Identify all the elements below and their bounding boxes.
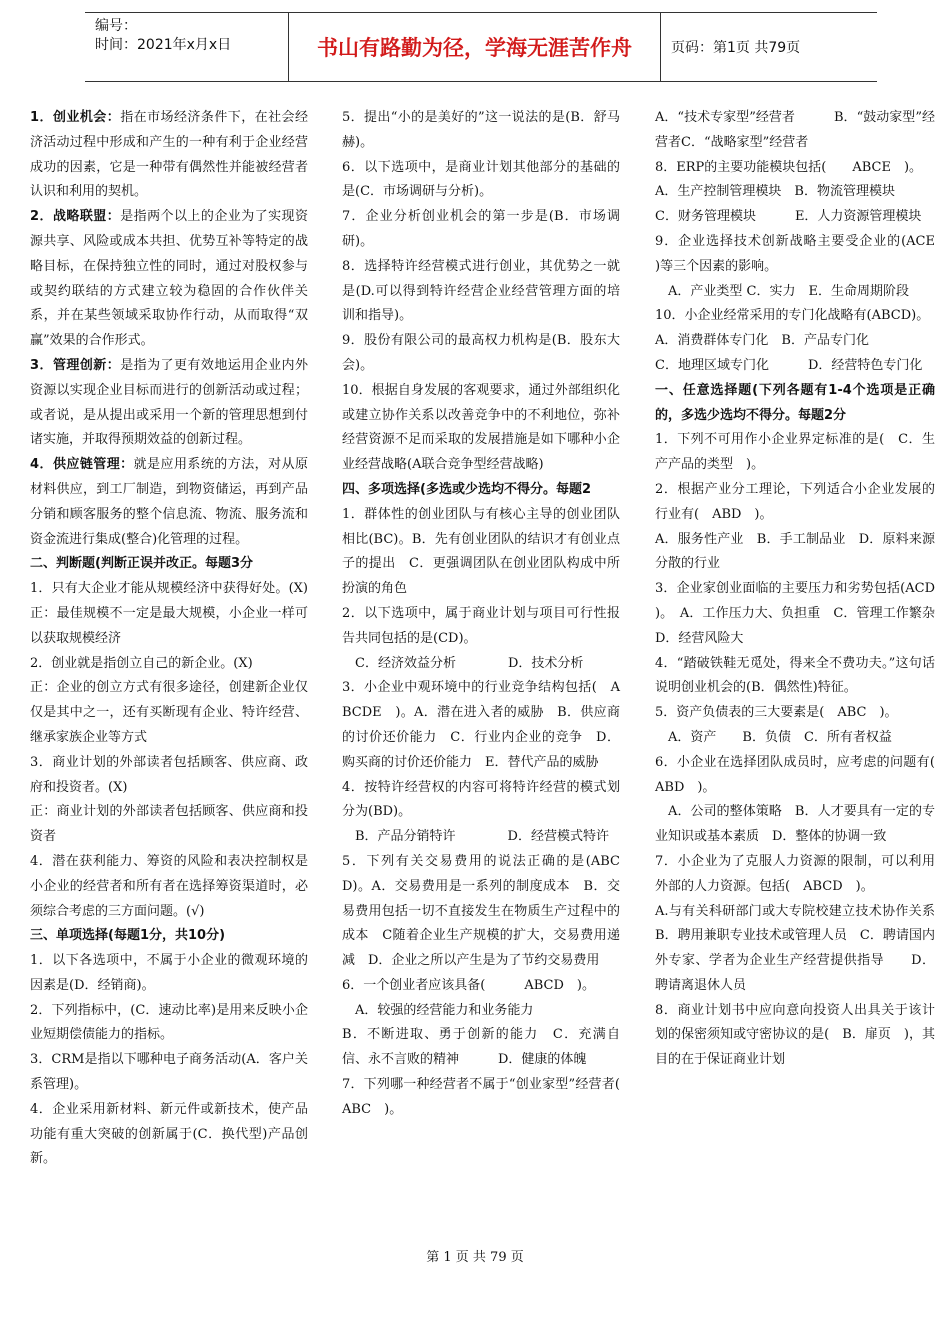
paragraph: 4．按特许经营权的内容可将特许经营的模式划分为(BD)。 — [342, 779, 620, 820]
paragraph: 2．战略联盟：是指两个以上的企业为了实现资源共享、风险或成本共担、优势互补等特定的战略目标，在保持独立性的同时，通过对股权参与或契约联结的方式建立较为稳固的合作伙伴关系，并在某些领域采取协作行动，从而取得“双赢”效果的合作形式。 — [30, 209, 308, 349]
paragraph: A．生产控制管理模块 B．物流管理模块 — [655, 184, 895, 200]
header-meta — [85, 13, 288, 81]
paragraph: 3．小企业中观环境中的行业竞争结构包括( ABCDE )。A．潜在进入者的威胁 B．供应商的讨价还价能力 C．行业内企业的竞争 D．购买商的讨价还价能力 E．替代产品的威胁 — [342, 680, 620, 770]
paragraph: 6．小企业在选择团队成员时，应考虑的问题有( ABD )。 — [655, 754, 949, 795]
paragraph: 1．创业机会：指在市场经济条件下，在社会经济活动过程中形成和产生的一种有利于企业经营成功的因素，它是一种带有偶然性并能被经营者认识和利用的契机。 — [30, 110, 308, 200]
paragraph: 7．下列哪一种经营者不属于“创业家型”经营者( ABC )。 — [342, 1077, 660, 1117]
paragraph: C．财务管理模块 E．人力资源管理模块 — [655, 209, 922, 225]
header-page-info: 页码：第1页 共79页 — [671, 40, 801, 56]
paragraph: A．产业类型 C．实力 E．生命周期阶段 — [655, 283, 909, 299]
paragraph: 10．小企业经常采用的专门化战略有(ABCD)。 — [655, 308, 930, 324]
page-header — [85, 12, 877, 82]
paragraph: A．消费群体专门化 B．产品专门化 — [655, 333, 869, 349]
paragraph: 8．ERP的主要功能模块包括( ABCE )。 — [655, 159, 923, 175]
paragraph: 5．下列有关交易费用的说法正确的是(ABCD)。A．交易费用是一系列的制度成本 B．交易费用包括一切不直接发生在物质生产过程中的成本 C随着企业生产规模的扩大，交易费用递减 D．企业之所以产生是为了节约交易费用 — [342, 853, 620, 969]
paragraph: 正：商业计划的外部读者包括顾客、供应商和投资者 — [30, 804, 308, 845]
paragraph: 3．管理创新：是指为了更有效地运用企业内外资源以实现企业目标而进行的创新活动或过程；或者说，是从提出或采用一个新的管理思想到付诸实施，并取得预期效益的创新过程。 — [30, 357, 308, 448]
term-label: 4．供应链管理： — [30, 457, 134, 473]
paragraph: B．不断进取、勇于创新的能力 C．充满自信、永不言败的精神 D．健康的体魄 — [342, 1027, 620, 1068]
paragraph: 4．供应链管理：就是应用系统的方法，对从原材料供应，到工厂制造，到物资储运，再到产品分销和顾客服务的整个信息流、物流、服务流和资金流进行集成(整合)化管理的过程。 — [30, 457, 308, 547]
paragraph: 2．创业就是指创立自己的新企业。(X) — [30, 655, 253, 671]
paragraph: A．服务性产业 B．手工制品业 D．原料来源分散的行业 — [655, 531, 935, 572]
paragraph: 9．企业选择技术创新战略主要受企业的(ACE )等三个因素的影响。 — [655, 233, 949, 274]
paragraph: A.与有关科研部门或大专院校建立技术协作关系 B．聘用兼职专业技术或管理人员 C．聘请国内外专家、学者为企业生产经营提供指导 D．聘请离退休人员 — [655, 903, 949, 993]
paragraph: 6．一个创业者应该具备( ABCD )。 — [342, 977, 595, 993]
doc-time-label: 时间：2021年x月x日 — [95, 37, 232, 53]
paragraph: 2．以下选项中，属于商业计划与项目可行性报告共同包括的是(CD)。 — [342, 605, 620, 646]
paragraph: 4．企业采用新材料、新元件或新技术，使产品功能有重大突破的创新属于(C．换代型)产品创新。 — [30, 1101, 308, 1167]
paragraph: 8．选择特许经营模式进行创业，其优势之一就是(D.可以得到特许经营企业经营管理方面的培训和指导)。 — [342, 258, 620, 324]
term-label: 1．创业机会： — [30, 110, 121, 125]
paragraph: 3．商业计划的外部读者包括顾客、供应商、政府和投资者。(X) — [30, 754, 308, 795]
paragraph: 2．下列指标中，(C．速动比率)是用来反映小企业短期偿债能力的指标。 — [30, 1002, 308, 1043]
section-heading: 二、判断题(判断正误并改正。每题3分 — [30, 556, 253, 572]
paragraph: 3．企业家创业面临的主要压力和劣势包括(ACD )。 A．工作压力大、负担重 C．管理工作繁杂 D．经营风险大 — [655, 581, 949, 646]
text-column-2 — [342, 106, 660, 1123]
paragraph: A．“技术专家型”经营者 B．“鼓动家型”经营者C．“战略家型”经营者 — [655, 110, 935, 150]
paragraph: 6．以下选项中，是商业计划其他部分的基础的是(C．市场调研与分析)。 — [342, 159, 620, 200]
paragraph: 2．根据产业分工理论，下列适合小企业发展的行业有( ABD )。 — [655, 481, 935, 522]
paragraph: 1．下列不可用作小企业界定标准的是( C．生产产品的类型 )。 — [655, 432, 935, 473]
paragraph: 9．股份有限公司的最高权力机构是(B．股东大会)。 — [342, 333, 620, 373]
paragraph: 4．“踏破铁鞋无觅处，得来全不费功夫。”这句话说明创业机会的(B．偶然性)特征。 — [655, 655, 935, 696]
paragraph: C．地理区域专门化 D．经营特色专门化 — [655, 357, 923, 373]
paragraph: B．产品分销特许 D．经营模式特许 — [342, 829, 609, 845]
doc-number-label: 编号： — [95, 18, 137, 34]
paragraph: 8．商业计划书中应向意向投资人出具关于该计划的保密须知或守密协议的是( B．扉页 )，其目的在于保证商业计划 — [655, 1002, 935, 1068]
header-motto: 书山有路勤为径，学海无涯苦作舟 — [288, 13, 661, 81]
section-heading: 四、多项选择(多选或少选均不得分。每题2 — [342, 481, 591, 497]
paragraph: 7．小企业为了克服人力资源的限制，可以利用外部的人力资源。包括( ABCD )。 — [655, 853, 935, 894]
section-heading: 三、单项选择(每题1分，共10分) — [30, 928, 226, 944]
paragraph: 1．群体性的创业团队与有核心主导的创业团队相比(BC)。B．先有创业团队的结识才有创业点子的提出 C．更强调团队在创业团队构成中所扮演的角色 — [342, 506, 620, 597]
paragraph: A．较强的经营能力和业务能力 — [342, 1002, 534, 1018]
paragraph: A．资产 B．负债 C．所有者权益 — [655, 729, 892, 745]
paragraph: 1．以下各选项中，不属于小企业的微观环境的因素是(D．经销商)。 — [30, 953, 308, 993]
paragraph: C．经济效益分析 D．技术分析 — [342, 655, 584, 671]
paragraph: 7．企业分析创业机会的第一步是(B．市场调研)。 — [342, 209, 620, 249]
paragraph: 1．只有大企业才能从规模经济中获得好处。(X) 正：最佳规模不一定是最大规模，小企业一样可以获取规模经济 — [30, 581, 322, 646]
paragraph: 5．提出“小的是美好的”这一说法的是(B．舒马赫)。 — [342, 110, 620, 150]
paragraph: 10．根据自身发展的客观要求，通过外部组织化或建立协作关系以改善竞争中的不利地位，弥补经营资源不足而采取的发展措施是如下哪种小企业经营战略(A联合竞争型经营战略) — [342, 382, 620, 473]
term-label: 2．战略联盟： — [30, 209, 121, 225]
paragraph: 4．潜在获利能力、筹资的风险和表决控制权是小企业的经营者和所有者在选择筹资渠道时，必须综合考虑的三方面问题。(√) — [30, 853, 308, 919]
page-footer: 第 1 页 共 79 页 — [426, 1250, 524, 1265]
paragraph: 正：企业的创立方式有很多途径，创建新企业仅仅是其中之一，还有买断现有企业、特许经营、继承家族企业等方式 — [30, 680, 308, 745]
text-column-1 — [30, 106, 322, 1172]
text-column-3 — [655, 106, 949, 1073]
paragraph: A．公司的整体策略 B．人才要具有一定的专业知识或基本素质 D．整体的协调一致 — [655, 804, 935, 845]
section-heading: 一、任意选择题(下列各题有1-4个选项是正确的，多选少选均不得分。每题2分 — [655, 382, 935, 423]
paragraph: 3．CRM是指以下哪种电子商务活动(A．客户关系管理)。 — [30, 1052, 308, 1093]
paragraph: 5．资产负债表的三大要素是( ABC )。 — [655, 705, 898, 721]
term-label: 3．管理创新： — [30, 357, 121, 373]
